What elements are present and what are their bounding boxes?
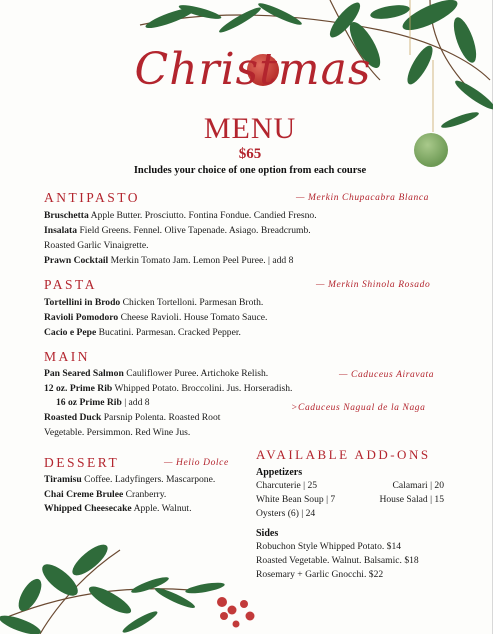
menu-item: Whipped Cheesecake Apple. Walnut. — [44, 503, 192, 514]
menu-item: 12 oz. Prime Rib Whipped Potato. Broccolini. Jus. Horseradish. — [44, 383, 293, 394]
section-heading-main: MAIN — [44, 349, 90, 364]
section-heading-dessert: DESSERT — [44, 455, 120, 470]
menu-item: Prawn Cocktail Merkin Tomato Jam. Lemon Peel Puree. | add 8 — [44, 255, 294, 266]
wine-pairing-pasta: — Merkin Shinola Rosado — [316, 280, 431, 290]
menu-price: $65 — [238, 146, 262, 162]
menu-item: Tiramisu Coffee. Ladyfingers. Mascarpone. — [44, 474, 216, 485]
addons-sides-label: Sides — [256, 528, 279, 539]
section-heading-pasta: PASTA — [44, 277, 97, 292]
addon-appetizer-right: House Salad | 15 — [379, 494, 444, 505]
menu-item: Bruschetta Apple Butter. Prosciutto. Fontina Fondue. Candied Fresno. — [44, 210, 317, 221]
wine-pairing-main-1: — Caduceus Airavata — [339, 370, 435, 380]
green-ornament-icon — [414, 133, 448, 167]
addon-appetizer-left: White Bean Soup | 7 — [256, 494, 336, 505]
menu-item: 16 oz Prime Rib | add 8 — [56, 397, 150, 408]
addon-side: Rosemary + Garlic Gnocchi. $22 — [256, 569, 384, 580]
menu-item: Chai Creme Brulee Cranberry. — [44, 489, 167, 500]
section-heading-addons: AVAILABLE ADD-ONS — [256, 447, 431, 462]
menu-subtitle: Includes your choice of one option from each course — [133, 165, 367, 176]
addon-appetizer-left: Oysters (6) | 24 — [256, 508, 316, 519]
title-menu: MENU — [203, 112, 297, 145]
menu-item: Roasted Duck Parsnip Polenta. Roasted Root Vegetable. Persimmon. Red Wine Jus. — [44, 412, 221, 438]
wine-pairing-main-2: >Caduceus Nagual de la Naga — [291, 403, 426, 413]
addons-appetizers-label: Appetizers — [256, 467, 303, 478]
pine-branch-bottom-decoration — [0, 540, 270, 634]
wine-pairing-antipasto: — Merkin Chupacabra Blanca — [296, 193, 430, 203]
addon-side: Robuchon Style Whipped Potato. $14 — [256, 541, 402, 552]
addon-appetizer-right: Calamari | 20 — [392, 480, 444, 491]
menu-item: Tortellini in Brodo Chicken Tortelloni. Parmesan Broth. — [44, 297, 264, 308]
addon-appetizer-left: Charcuterie | 25 — [256, 480, 318, 491]
menu-item: Cacio e Pepe Bucatini. Parmesan. Cracked Pepper. — [44, 327, 241, 338]
title-script: Christmas — [134, 44, 372, 95]
addon-side: Roasted Vegetable. Walnut. Balsamic. $18 — [256, 555, 419, 566]
menu-item: Ravioli Pomodoro Cheese Ravioli. House Tomato Sauce. — [44, 312, 268, 323]
menu-item: Insalata Field Greens. Fennel. Olive Tapenade. Asiago. Breadcrumb. Roasted Garlic Vinaigrette. — [44, 225, 311, 251]
menu-item: Pan Seared Salmon Cauliflower Puree. Artichoke Relish. — [44, 368, 269, 379]
wine-pairing-dessert: — Helio Dolce — [164, 458, 229, 468]
section-heading-antipasto: ANTIPASTO — [44, 190, 141, 205]
